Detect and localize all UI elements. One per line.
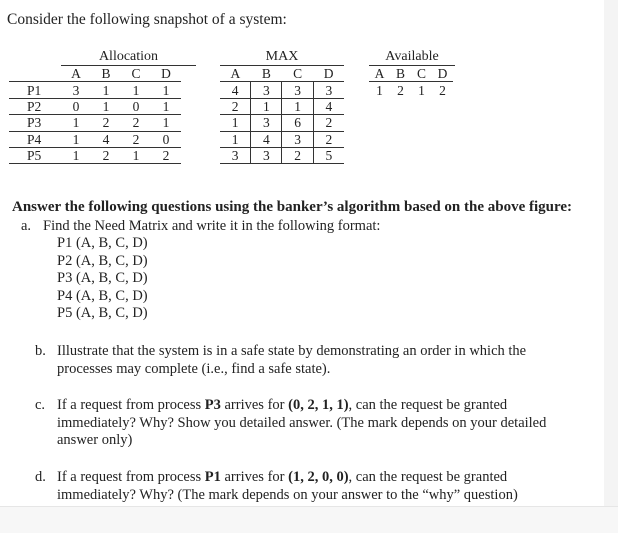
text-run: If a request from process xyxy=(57,397,205,413)
cell: 1 xyxy=(151,115,181,131)
table-row xyxy=(369,82,453,98)
list-item: P4 (A, B, C, D) xyxy=(57,287,148,304)
allocation-grid xyxy=(9,66,181,164)
question-label: a. xyxy=(21,218,32,234)
cell: 1 xyxy=(121,147,151,163)
process-name: P4 xyxy=(9,131,61,147)
cell: 2 xyxy=(91,115,121,131)
table-row xyxy=(220,131,344,147)
col-header: D xyxy=(313,66,344,82)
need-format-list xyxy=(57,235,148,323)
col-header: A xyxy=(61,66,91,82)
question-label: d. xyxy=(35,469,46,485)
cell: 1 xyxy=(151,82,181,98)
cell: 1 xyxy=(121,82,151,98)
available-grid xyxy=(369,66,453,98)
cell: 2 xyxy=(121,115,151,131)
cell: 4 xyxy=(91,131,121,147)
text-run: , can the request be granted xyxy=(348,397,508,413)
table-row xyxy=(9,131,181,147)
cell: 3 xyxy=(251,82,282,98)
intro-text: Consider the following snapshot of a system: xyxy=(7,11,287,28)
table-row xyxy=(9,82,181,98)
cell: 1 xyxy=(61,131,91,147)
cell: 1 xyxy=(151,98,181,114)
cell: 0 xyxy=(121,98,151,114)
question-label: b. xyxy=(35,343,46,359)
process-name: P2 xyxy=(9,98,61,114)
col-header: A xyxy=(220,66,251,82)
cell: 3 xyxy=(282,82,313,98)
question-label: c. xyxy=(35,397,46,413)
col-header: B xyxy=(91,66,121,82)
page-bottom-band xyxy=(0,506,618,533)
cell: 3 xyxy=(220,147,251,163)
page-right-margin xyxy=(604,0,618,533)
max-title: MAX xyxy=(220,49,344,66)
cell: 1 xyxy=(376,82,383,98)
cell: 1 xyxy=(220,131,251,147)
cell: 1 xyxy=(220,115,251,131)
cell: 3 xyxy=(251,147,282,163)
available-table xyxy=(369,49,455,98)
question-line: processes may complete (i.e., find a safe state). xyxy=(57,360,331,377)
table-row xyxy=(220,98,344,114)
col-header: B xyxy=(390,66,411,82)
table-row xyxy=(220,147,344,163)
table-row xyxy=(9,147,181,163)
text-run: If a request from process xyxy=(57,469,205,485)
allocation-title: Allocation xyxy=(61,49,196,66)
max-grid xyxy=(220,66,344,164)
cell: 1 xyxy=(61,147,91,163)
process-ref: P1 xyxy=(204,469,221,485)
list-item: P2 (A, B, C, D) xyxy=(57,252,148,269)
cell: 2 xyxy=(397,82,404,98)
question-line xyxy=(57,469,518,487)
question-line: Illustrate that the system is in a safe state by demonstrating an order in which the xyxy=(57,343,527,359)
process-name: P1 xyxy=(9,82,61,98)
col-header: B xyxy=(251,66,282,82)
request-vector: (1, 2, 0, 0) xyxy=(288,469,349,485)
cell: 4 xyxy=(220,82,251,98)
table-row xyxy=(220,115,344,131)
text-run: arrives for xyxy=(220,397,289,413)
process-name: P5 xyxy=(9,147,61,163)
process-name: P3 xyxy=(9,115,61,131)
cell: 2 xyxy=(313,115,344,131)
col-header: D xyxy=(151,66,181,82)
table-row xyxy=(9,115,181,131)
cell: 4 xyxy=(251,131,282,147)
cell: 3 xyxy=(313,82,344,98)
cell: 1 xyxy=(418,82,425,98)
cell: 0 xyxy=(61,98,91,114)
question-line: immediately? Why? (The mark depends on your answer to the “why” question) xyxy=(57,486,518,503)
questions-title: Answer the following questions using the banker’s algorithm based on the above figure: xyxy=(12,199,573,215)
col-header: C xyxy=(121,66,151,82)
list-item: P5 (A, B, C, D) xyxy=(57,305,148,322)
cell: 6 xyxy=(282,115,313,131)
cell: 2 xyxy=(121,131,151,147)
col-header: D xyxy=(432,66,453,82)
available-title: Available xyxy=(369,49,455,66)
table-row xyxy=(9,98,181,114)
cell: 2 xyxy=(313,131,344,147)
question-line xyxy=(57,397,546,415)
cell: 5 xyxy=(313,147,344,163)
col-header: A xyxy=(369,66,390,82)
cell: 3 xyxy=(61,82,91,98)
question-text: Find the Need Matrix and write it in the following format: xyxy=(43,218,381,234)
cell: 2 xyxy=(439,82,446,98)
cell: 2 xyxy=(151,147,181,163)
available-column-header xyxy=(369,66,453,82)
cell: 1 xyxy=(251,98,282,114)
cell: 2 xyxy=(282,147,313,163)
cell: 3 xyxy=(282,131,313,147)
max-column-header xyxy=(220,66,344,82)
cell: 1 xyxy=(91,98,121,114)
cell: 2 xyxy=(220,98,251,114)
question-a xyxy=(21,218,380,235)
list-item: P3 (A, B, C, D) xyxy=(57,270,148,287)
allocation-column-header xyxy=(9,66,181,82)
list-item: P1 (A, B, C, D) xyxy=(57,235,148,251)
question-line: answer only) xyxy=(57,432,133,449)
process-ref: P3 xyxy=(204,397,221,413)
cell: 1 xyxy=(61,115,91,131)
cell: 0 xyxy=(151,131,181,147)
text-run: arrives for xyxy=(220,469,289,485)
col-header: C xyxy=(282,66,313,82)
cell: 1 xyxy=(282,98,313,114)
allocation-table xyxy=(9,49,196,164)
question-line: immediately? Why? Show you detailed answer. (The mark depends on your detailed xyxy=(57,414,547,431)
text-run: , can the request be granted xyxy=(348,469,508,485)
table-row xyxy=(220,82,344,98)
blank-cell xyxy=(9,66,61,82)
cell: 2 xyxy=(91,147,121,163)
cell: 4 xyxy=(313,98,344,114)
cell: 1 xyxy=(91,82,121,98)
cell: 3 xyxy=(251,115,282,131)
max-table xyxy=(220,49,344,164)
request-vector: (0, 2, 1, 1) xyxy=(288,397,349,413)
col-header: C xyxy=(411,66,432,82)
